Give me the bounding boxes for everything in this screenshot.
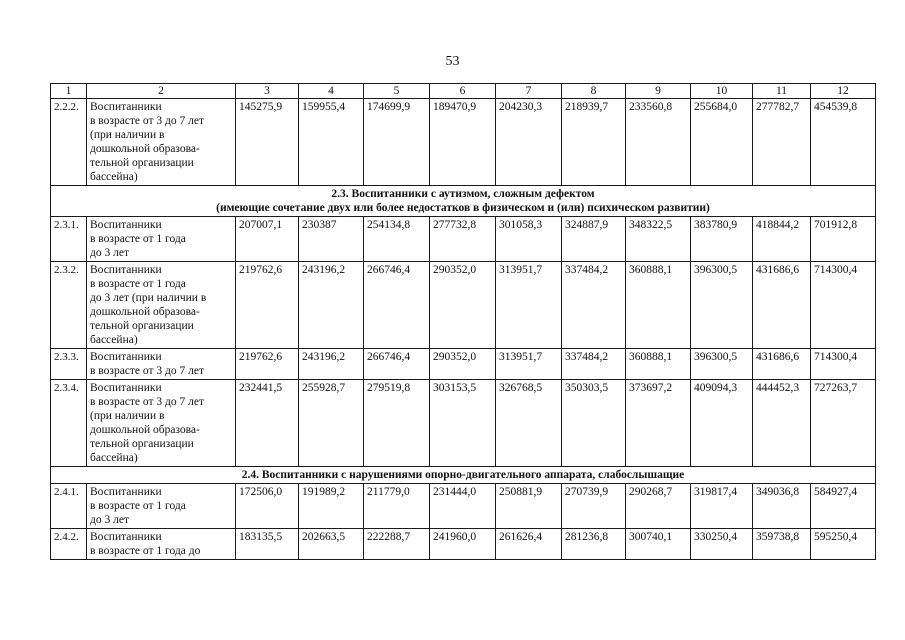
value-cell: 313951,7 <box>496 262 562 349</box>
row-code: 2.3.4. <box>51 380 87 467</box>
row-description <box>87 262 236 349</box>
row-description-line: Воспитанники <box>90 101 162 113</box>
value-cell: 279519,8 <box>364 380 430 467</box>
row-description <box>87 484 236 529</box>
value-cell: 230387 <box>299 217 364 262</box>
table-row <box>51 99 876 186</box>
column-header: 3 <box>236 84 299 99</box>
value-cell: 243196,2 <box>299 349 364 380</box>
row-description-line: тельной организации <box>90 157 194 169</box>
row-description-line: дошкольной образова- <box>90 306 200 318</box>
section-title-line: 2.3. Воспитанники с аутизмом, сложным дефектом <box>331 188 595 200</box>
row-description-line: до 3 лет <box>90 514 129 526</box>
value-cell: 373697,2 <box>626 380 691 467</box>
row-description-line: (при наличии в <box>90 410 165 422</box>
table-body <box>51 84 876 560</box>
section-title <box>51 186 876 217</box>
row-description-line: Воспитанники <box>90 219 162 231</box>
column-header: 8 <box>562 84 626 99</box>
row-description <box>87 217 236 262</box>
table-row <box>51 484 876 529</box>
value-cell: 255684,0 <box>691 99 753 186</box>
value-cell: 714300,4 <box>811 349 876 380</box>
value-cell: 396300,5 <box>691 262 753 349</box>
value-cell: 337484,2 <box>562 262 626 349</box>
table-row <box>51 380 876 467</box>
row-description-line: бассейна) <box>90 334 138 346</box>
value-cell: 330250,4 <box>691 529 753 560</box>
column-header: 6 <box>430 84 496 99</box>
column-header: 7 <box>496 84 562 99</box>
row-description-line: в возрасте от 3 до 7 лет <box>90 365 205 377</box>
value-cell: 359738,8 <box>753 529 811 560</box>
row-description-line: дошкольной образова- <box>90 143 200 155</box>
value-cell: 348322,5 <box>626 217 691 262</box>
value-cell: 183135,5 <box>236 529 299 560</box>
row-description <box>87 349 236 380</box>
column-header: 1 <box>51 84 87 99</box>
value-cell: 172506,0 <box>236 484 299 529</box>
section-title <box>51 467 876 484</box>
value-cell: 281236,8 <box>562 529 626 560</box>
column-header: 12 <box>811 84 876 99</box>
row-description-line: до 3 лет <box>90 247 129 259</box>
row-description-line: в возрасте от 3 до 7 лет <box>90 396 205 408</box>
value-cell: 243196,2 <box>299 262 364 349</box>
row-code: 2.4.2. <box>51 529 87 560</box>
value-cell: 277782,7 <box>753 99 811 186</box>
value-cell: 231444,0 <box>430 484 496 529</box>
row-description-line: в возрасте от 1 года до <box>90 545 201 557</box>
row-description-line: Воспитанники <box>90 382 162 394</box>
value-cell: 360888,1 <box>626 349 691 380</box>
table-header-row <box>51 84 876 99</box>
value-cell: 191989,2 <box>299 484 364 529</box>
value-cell: 254134,8 <box>364 217 430 262</box>
value-cell: 266746,4 <box>364 349 430 380</box>
value-cell: 290352,0 <box>430 349 496 380</box>
value-cell: 204230,3 <box>496 99 562 186</box>
value-cell: 222288,7 <box>364 529 430 560</box>
value-cell: 233560,8 <box>626 99 691 186</box>
value-cell: 300740,1 <box>626 529 691 560</box>
tariff-table <box>50 83 876 560</box>
row-code: 2.3.1. <box>51 217 87 262</box>
value-cell: 584927,4 <box>811 484 876 529</box>
value-cell: 409094,3 <box>691 380 753 467</box>
row-description-line: Воспитанники <box>90 351 162 363</box>
value-cell: 714300,4 <box>811 262 876 349</box>
row-description-line: дошкольной образова- <box>90 424 200 436</box>
value-cell: 454539,8 <box>811 99 876 186</box>
row-code: 2.2.2. <box>51 99 87 186</box>
value-cell: 219762,6 <box>236 262 299 349</box>
row-description <box>87 99 236 186</box>
value-cell: 418844,2 <box>753 217 811 262</box>
value-cell: 350303,5 <box>562 380 626 467</box>
table-row <box>51 349 876 380</box>
value-cell: 219762,6 <box>236 349 299 380</box>
section-title-line: 2.4. Воспитанники с нарушениями опорно-двигательного аппарата, слабослышащие <box>241 469 685 481</box>
value-cell: 396300,5 <box>691 349 753 380</box>
value-cell: 303153,5 <box>430 380 496 467</box>
value-cell: 145275,9 <box>236 99 299 186</box>
value-cell: 595250,4 <box>811 529 876 560</box>
value-cell: 241960,0 <box>430 529 496 560</box>
value-cell: 337484,2 <box>562 349 626 380</box>
section-row <box>51 186 876 217</box>
row-description-line: Воспитанники <box>90 486 162 498</box>
value-cell: 189470,9 <box>430 99 496 186</box>
value-cell: 250881,9 <box>496 484 562 529</box>
value-cell: 326768,5 <box>496 380 562 467</box>
column-header: 9 <box>626 84 691 99</box>
value-cell: 383780,9 <box>691 217 753 262</box>
row-code: 2.4.1. <box>51 484 87 529</box>
value-cell: 207007,1 <box>236 217 299 262</box>
column-header: 11 <box>753 84 811 99</box>
value-cell: 211779,0 <box>364 484 430 529</box>
value-cell: 270739,9 <box>562 484 626 529</box>
row-description-line: в возрасте от 1 года <box>90 233 186 245</box>
value-cell: 727263,7 <box>811 380 876 467</box>
value-cell: 174699,9 <box>364 99 430 186</box>
value-cell: 324887,9 <box>562 217 626 262</box>
row-description-line: тельной организации <box>90 320 194 332</box>
row-description-line: в возрасте от 3 до 7 лет <box>90 115 205 127</box>
page-number: 53 <box>445 54 460 69</box>
value-cell: 431686,6 <box>753 262 811 349</box>
value-cell: 232441,5 <box>236 380 299 467</box>
value-cell: 431686,6 <box>753 349 811 380</box>
value-cell: 290268,7 <box>626 484 691 529</box>
row-description <box>87 529 236 560</box>
row-description-line: до 3 лет (при наличии в <box>90 292 207 304</box>
value-cell: 313951,7 <box>496 349 562 380</box>
row-description-line: Воспитанники <box>90 264 162 276</box>
column-header: 10 <box>691 84 753 99</box>
column-header: 4 <box>299 84 364 99</box>
section-title-line: (имеющие сочетание двух или более недостатков в физическом и (или) психическом развитии) <box>216 202 710 214</box>
value-cell: 261626,4 <box>496 529 562 560</box>
section-row <box>51 467 876 484</box>
table-row <box>51 217 876 262</box>
value-cell: 266746,4 <box>364 262 430 349</box>
value-cell: 360888,1 <box>626 262 691 349</box>
row-description-line: Воспитанники <box>90 531 162 543</box>
row-code: 2.3.3. <box>51 349 87 380</box>
value-cell: 159955,4 <box>299 99 364 186</box>
column-header: 2 <box>87 84 236 99</box>
row-description-line: в возрасте от 1 года <box>90 500 186 512</box>
table-row <box>51 529 876 560</box>
row-description-line: в возрасте от 1 года <box>90 278 186 290</box>
value-cell: 218939,7 <box>562 99 626 186</box>
row-code: 2.3.2. <box>51 262 87 349</box>
value-cell: 277732,8 <box>430 217 496 262</box>
value-cell: 349036,8 <box>753 484 811 529</box>
row-description-line: бассейна) <box>90 171 138 183</box>
column-header: 5 <box>364 84 430 99</box>
value-cell: 701912,8 <box>811 217 876 262</box>
row-description <box>87 380 236 467</box>
value-cell: 444452,3 <box>753 380 811 467</box>
value-cell: 202663,5 <box>299 529 364 560</box>
value-cell: 319817,4 <box>691 484 753 529</box>
value-cell: 290352,0 <box>430 262 496 349</box>
table-row <box>51 262 876 349</box>
row-description-line: (при наличии в <box>90 129 165 141</box>
row-description-line: бассейна) <box>90 452 138 464</box>
value-cell: 301058,3 <box>496 217 562 262</box>
value-cell: 255928,7 <box>299 380 364 467</box>
row-description-line: тельной организации <box>90 438 194 450</box>
